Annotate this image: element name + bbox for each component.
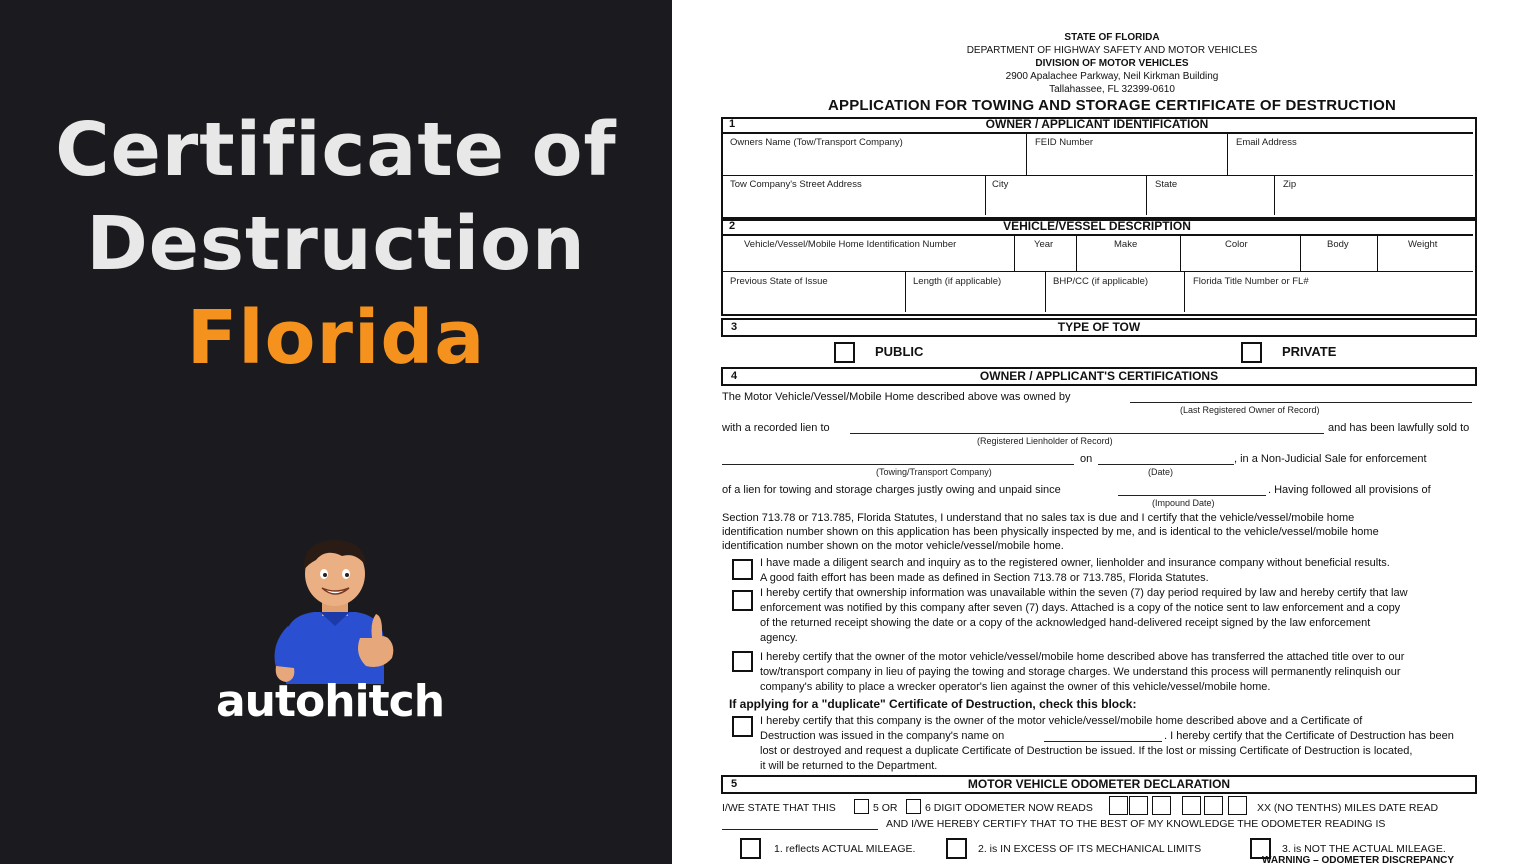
field-vin[interactable]: Vehicle/Vessel/Mobile Home Identification Number [744,239,957,250]
field-make[interactable]: Make [1114,239,1138,250]
six-digit-label: 6 DIGIT ODOMETER NOW READS [925,802,1093,814]
date-read-line[interactable] [722,829,878,830]
odometer-digit-3[interactable] [1152,796,1171,815]
section-3-header: 3 TYPE OF TOW [721,318,1477,337]
odometer-state-text: I/WE STATE THAT THIS [722,802,836,814]
field-length[interactable]: Length (if applicable) [913,276,1002,287]
excess-limits-label: 2. is IN EXCESS OF ITS MECHANICAL LIMITS [978,843,1202,855]
field-owner-name[interactable]: Owners Name (Tow/Transport Company) [730,137,903,148]
provisions-text: . Having followed all provisions of [1268,484,1431,496]
odometer-digit-4[interactable] [1182,796,1201,815]
field-feid[interactable]: FEID Number [1035,137,1094,148]
field-weight[interactable]: Weight [1408,239,1438,250]
title-line-3: Florida [186,295,486,381]
ownership-text-1: I hereby certify that ownership information was unavailable within the seven (7) day period required by law and hereby certify that law [760,587,1408,599]
section-text-line-1: Section 713.78 or 713.785, Florida Statutes, I understand that no sales tax is due and I certify that the vehicle/vessel/mobile home [722,512,1355,524]
transfer-text-2: tow/transport company in lieu of paying the towing and storage charges. We understand this process will permanently relinquish our [760,666,1401,678]
odometer-digit-1[interactable] [1109,796,1128,815]
section-3-title: TYPE OF TOW [1057,320,1141,334]
duplicate-checkbox[interactable] [732,716,753,737]
section-2-header: 2 VEHICLE/VESSEL DESCRIPTION [721,219,1473,236]
actual-mileage-label: 1. reflects ACTUAL MILEAGE. [774,843,916,855]
thumbs-up-mascot-icon [256,534,416,684]
section-5-header: 5 MOTOR VEHICLE ODOMETER DECLARATION [721,775,1477,794]
non-judicial-text: , in a Non-Judicial Sale for enforcement [1234,453,1427,465]
diligent-search-text-2: A good faith effort has been made as defined in Section 713.78 or 713.785, Florida Statutes. [760,572,1209,584]
header-division: DIVISION OF MOTOR VEHICLES [1035,58,1189,69]
field-body[interactable]: Body [1327,239,1349,250]
field-bhp[interactable]: BHP/CC (if applicable) [1053,276,1149,287]
sold-to-text: and has been lawfully sold to [1328,422,1470,434]
public-label: PUBLIC [875,344,924,359]
lien-line[interactable] [850,433,1324,434]
ownership-unavailable-checkbox[interactable] [732,590,753,611]
duplicate-text-2a: Destruction was issued in the company's name on [760,730,1005,742]
field-city[interactable]: City [992,179,1009,190]
title-transferred-checkbox[interactable] [732,651,753,672]
diligent-search-checkbox[interactable] [732,559,753,580]
private-checkbox[interactable] [1241,342,1262,363]
not-actual-label: 3. is NOT THE ACTUAL MILEAGE. [1282,843,1446,855]
duplicate-text-4: it will be returned to the Department. [760,760,938,772]
odometer-certify-text: AND I/WE HEREBY CERTIFY THAT TO THE BEST OF MY KNOWLEDGE THE ODOMETER READING IS [886,818,1386,830]
field-previous-state[interactable]: Previous State of Issue [730,276,828,287]
field-state[interactable]: State [1155,179,1178,190]
lien-text: with a recorded lien to [722,422,830,434]
private-label: PRIVATE [1282,344,1337,359]
section-text-line-3: identification number shown on the motor vehicle/vessel/mobile home. [722,540,1064,552]
section-4-header: 4 OWNER / APPLICANT'S CERTIFICATIONS [721,367,1477,386]
duplicate-text-1: I hereby certify that this company is the owner of the motor vehicle/vessel/mobile home described above and a Certificate of [760,715,1363,727]
header-city: Tallahassee, FL 32399-0610 [1049,84,1175,95]
five-digit-checkbox[interactable] [854,799,869,814]
tow-company-line[interactable] [722,464,1074,465]
owned-by-sublabel: (Last Registered Owner of Record) [1180,405,1320,415]
transfer-text-1: I hereby certify that the owner of the motor vehicle/vessel/mobile home described above has transferred the attached title over to our [760,651,1405,663]
actual-mileage-checkbox[interactable] [740,838,761,859]
date-sublabel: (Date) [1148,467,1174,477]
issued-date-line[interactable] [1044,741,1162,742]
on-text: on [1080,453,1093,465]
header-department: DEPARTMENT OF HIGHWAY SAFETY AND MOTOR VEHICLES [966,45,1258,56]
field-zip[interactable]: Zip [1283,179,1297,190]
section-1-header: 1 OWNER / APPLICANT IDENTIFICATION [721,117,1473,134]
section-1-title: OWNER / APPLICANT IDENTIFICATION [985,117,1209,131]
title-line-2: Destruction [86,201,586,287]
left-panel [0,0,672,864]
unpaid-since-text: of a lien for towing and storage charges justly owing and unpaid since [722,484,1061,496]
brand-logo: autohitch [215,676,445,727]
odometer-warning: WARNING – ODOMETER DISCREPANCY [1262,855,1455,864]
excess-limits-checkbox[interactable] [946,838,967,859]
application-title: APPLICATION FOR TOWING AND STORAGE CERTIFICATE OF DESTRUCTION [827,97,1397,114]
impound-date-line[interactable] [1118,495,1266,496]
six-digit-checkbox[interactable] [906,799,921,814]
section-4-title: OWNER / APPLICANT'S CERTIFICATIONS [979,369,1219,383]
odometer-digit-2[interactable] [1129,796,1148,815]
public-checkbox[interactable] [834,342,855,363]
transfer-text-3: company's ability to place a wrecker operator's lien against the owner of this vehicle/vessel/mobile home. [760,681,1271,693]
field-year[interactable]: Year [1034,239,1054,250]
diligent-search-text-1: I have made a diligent search and inquiry as to the registered owner, lienholder and insurance company without beneficial results. [760,557,1390,569]
sale-date-line[interactable] [1098,464,1234,465]
owned-by-text: The Motor Vehicle/Vessel/Mobile Home described above was owned by [722,391,1071,403]
header-state: STATE OF FLORIDA [1064,32,1160,43]
odometer-digit-5[interactable] [1204,796,1223,815]
header-address: 2900 Apalachee Parkway, Neil Kirkman Building [1005,71,1219,82]
odometer-digit-6[interactable] [1228,796,1247,815]
section-5-title: MOTOR VEHICLE ODOMETER DECLARATION [967,777,1231,791]
five-digit-label: 5 OR [873,802,898,814]
no-tenths-label: XX (NO TENTHS) MILES DATE READ [1257,802,1439,814]
section-2-title: VEHICLE/VESSEL DESCRIPTION [1003,219,1191,233]
field-email[interactable]: Email Address [1236,137,1297,148]
field-street[interactable]: Tow Company's Street Address [730,179,862,190]
document-image [672,0,1536,864]
title-line-1: Certificate of [55,107,617,193]
impound-date-sublabel: (Impound Date) [1152,498,1215,508]
duplicate-text-3: lost or destroyed and request a duplicate Certificate of Destruction be issued. If the lost or missing Certificate of Destruction is located, [760,745,1413,757]
tow-company-sublabel: (Towing/Transport Company) [876,467,992,477]
lien-sublabel: (Registered Lienholder of Record) [977,436,1113,446]
ownership-text-3: of the returned receipt showing the date or a copy of the acknowledged hand-delivered receipt signed by the law enforcement [760,617,1371,629]
ownership-text-4: agency. [760,632,798,644]
duplicate-heading: If applying for a "duplicate" Certificate of Destruction, check this block: [729,697,1137,711]
ownership-text-2: enforcement was notified by this company after seven (7) days. Attached is a copy of the notice sent to law enforcement and a copy [760,602,1401,614]
section-text-line-2: identification number shown on this application has been physically inspected by me, and is identical to the vehicle/vessel/mobile home [722,526,1379,538]
field-title-number[interactable]: Florida Title Number or FL# [1193,276,1309,287]
field-color[interactable]: Color [1225,239,1248,250]
owned-by-line[interactable] [1130,402,1472,403]
duplicate-text-2b: . I hereby certify that the Certificate of Destruction has been [1164,730,1454,742]
